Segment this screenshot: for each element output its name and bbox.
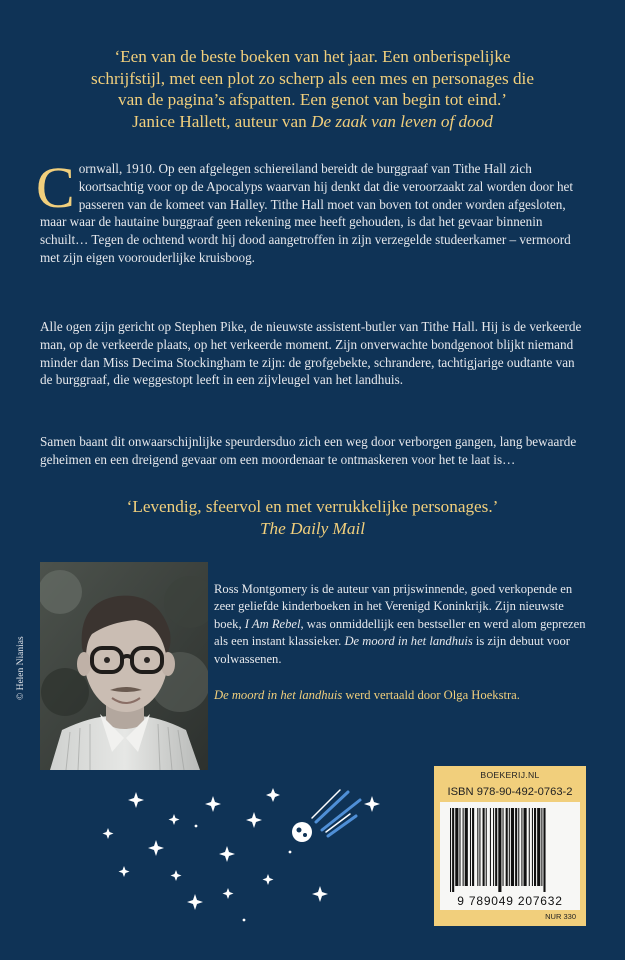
barcode-panel (434, 766, 586, 926)
blurb-paragraph-3: Samen baant dit onwaarschijnlijke speurdersduo zich een weg door verborgen gangen, lang bewaarde geheimen en een dreigend gevaar om een moordenaar te ontmaskeren voor het te laat is… (40, 434, 577, 467)
stars-and-comet-illustration (0, 770, 430, 960)
barcode-bar (534, 808, 536, 886)
barcode-bar (472, 808, 474, 886)
star-icon (263, 874, 274, 885)
star-icon (243, 919, 246, 922)
barcode-bar (452, 808, 454, 892)
quote-book-title: De zaak van leven of dood (311, 111, 493, 131)
star-icon (223, 888, 234, 899)
star-icon (187, 894, 203, 910)
star-icon (171, 870, 182, 881)
quote-line: ‘Een van de beste boeken van het jaar. Een onberispelijke (114, 47, 511, 66)
barcode-bar (455, 808, 458, 886)
barcode-bar (509, 808, 510, 886)
author-bio (214, 581, 586, 668)
blurb-text: ornwall, 1910. Op een afgelegen schiereiland bereidt de burggraaf van Tithe Hall zich koortsachtig voor op de Apocalyps waarvan hij denkt dat die veroorzaakt zal worden door het passeren van de komeet van Halley. Tithe Hall moet van boven tot onder worden afgesloten, maar waar de hautaine burggraaf geen rekening mee heeft gehouden, is dat het gevaar binnenin schuilt… Tegen de ochtend wordt hij dood aangetroffen in zijn verzegelde studeerkamer – vermoord met zijn eigen voorouderlijke kruisboog. (40, 161, 574, 265)
barcode-bar (450, 808, 451, 892)
barcode-bar (518, 808, 519, 886)
star-icon (312, 886, 328, 902)
barcode-bar (529, 808, 530, 886)
translator-book-title: De moord in het landhuis (214, 688, 343, 702)
nur-code: NUR 330 (545, 912, 576, 921)
star-icon (119, 866, 130, 877)
isbn-text: ISBN 978-90-492-0763-2 (447, 786, 573, 798)
barcode-bar (541, 808, 542, 886)
quote-attribution (40, 111, 585, 133)
barcode-bar (515, 808, 517, 886)
star-icon (364, 796, 380, 812)
barcode-bar (470, 808, 471, 886)
barcode-bar (465, 808, 468, 886)
star-icon (219, 846, 235, 862)
bio-book-title: De moord in het landhuis (344, 634, 473, 649)
barcode-bar (543, 808, 545, 892)
barcode-bar (490, 808, 491, 886)
barcode-bar (524, 808, 527, 886)
bio-text: is zijn debuut voor volwassenen. (214, 634, 570, 666)
barcode-bar (498, 808, 501, 892)
barcode-bar (479, 808, 480, 886)
star-icon (289, 851, 292, 854)
author-photo (40, 562, 208, 770)
barcode-icon (440, 802, 580, 894)
star-icon (128, 792, 144, 808)
star-icon (246, 812, 262, 828)
star-icon (148, 840, 164, 856)
blurb-paragraph-1 (36, 155, 588, 267)
star-icon (169, 814, 180, 825)
barcode-bar (459, 808, 460, 886)
quote-author: Janice Hallett, auteur van (132, 111, 312, 131)
translator-text: werd vertaald door Olga Hoekstra. (342, 688, 520, 702)
star-icon (205, 796, 221, 812)
barcode-bar (486, 808, 487, 886)
comet-icon (292, 790, 360, 842)
author-portrait-image (40, 562, 208, 770)
review-quote-top (40, 46, 585, 132)
barcode-bar (477, 808, 478, 886)
barcode-bar (495, 808, 497, 886)
barcode-bar (521, 808, 522, 886)
quote-source: The Daily Mail (259, 519, 366, 538)
blurb-paragraph-2: Alle ogen zijn gericht op Stephen Pike, de nieuwste assistent-butler van Tithe Hall. Hij is de verkeerde man, op de verkeerde plaats, op het verkeerde moment. Zijn onverwachte bondgenoot blijkt niemand minder dan Miss Decima Stockingham te zijn: de grofgebekte, schrandere, tachtigjarige oudtante van de burggraaf, die weggestopt leeft in een zijvleugel van het landhuis. (40, 319, 582, 388)
quote-text: ‘Levendig, sfeervol en met verrukkelijke personages.’ (126, 497, 499, 516)
star-icon (103, 828, 114, 839)
barcode-bar (532, 808, 533, 886)
bio-text: Ross Montgomery is de auteur van prijswinnende, goed verkopende en zeer geliefde kinderboeken in het Verenigd Koninkrijk. Zijn nieuwste boek, (214, 582, 573, 631)
barcode-bar (506, 808, 508, 886)
photo-credit: © Helen Nianias (16, 636, 26, 700)
barcode-bar (483, 808, 485, 886)
star-icon (195, 825, 198, 828)
barcode-bar (503, 808, 504, 886)
quote-line: schrijfstijl, met een plot zo scherp als een mes en personages die (91, 68, 534, 88)
barcode-bar (493, 808, 494, 886)
barcode-bar (537, 808, 540, 886)
quote-source-row (40, 518, 585, 540)
bio-text: , was onmiddellijk een bestseller en werd alom geprezen als een instant klassieker. (214, 616, 586, 649)
quote-line: van de pagina’s afspatten. Een genot van begin tot eind.’ (118, 90, 507, 109)
bio-book-title: I Am Rebel (244, 616, 301, 631)
translator-credit (214, 687, 586, 704)
barcode-digits: 9 789049 207632 (440, 894, 580, 908)
barcode-bar (463, 808, 464, 886)
review-quote-mid (40, 496, 585, 540)
drop-cap: C (36, 155, 75, 220)
publisher-url: BOEKERIJ.NL (480, 770, 540, 780)
barcode-bar (511, 808, 514, 886)
star-icon (266, 788, 280, 802)
